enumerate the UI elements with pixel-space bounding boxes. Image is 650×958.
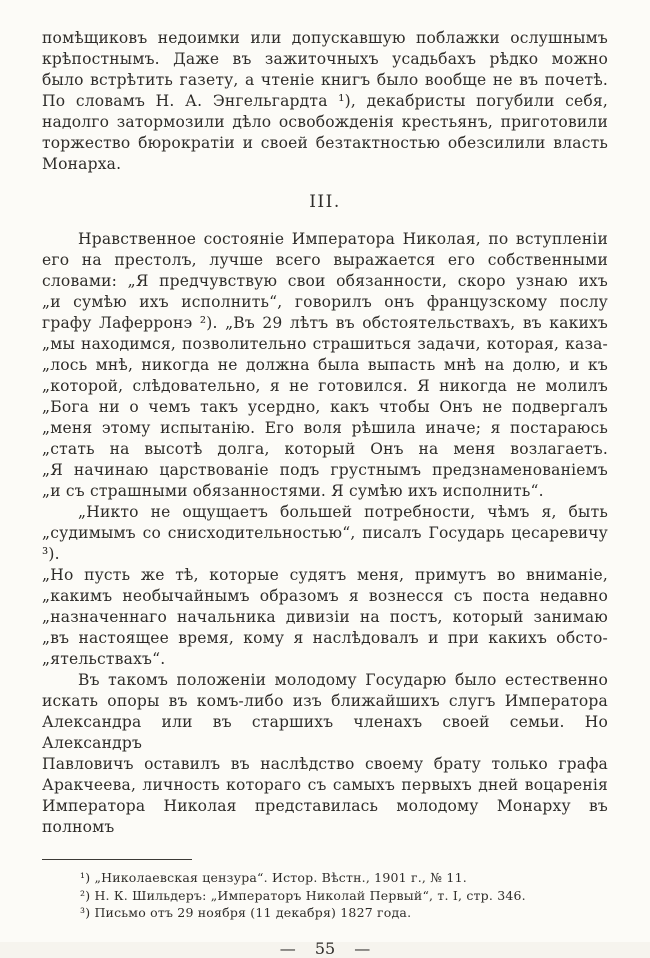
- text-line: „Бога ни о чемъ такъ усердно, какъ чтобы Онъ не подвергалъ: [42, 398, 608, 416]
- paragraph: [42, 670, 608, 838]
- page-number: — 55 —: [279, 938, 371, 958]
- text-line: „какимъ необычайнымъ образомъ я вознесся съ поста недавно: [42, 587, 608, 605]
- text-line: искать опоры въ комъ-либо изъ ближайшихъ слугъ Императора: [42, 692, 608, 710]
- text-line: „судимымъ со снисходительностью“, писалъ Государь цесаревичу ³).: [42, 524, 608, 563]
- footnote: ²) Н. К. Шильдеръ: „Императоръ Николай Первый“, т. I, стр. 346.: [80, 887, 526, 903]
- footnote: ³) Письмо отъ 29 ноября (11 декабря) 1827 года.: [80, 905, 412, 920]
- paragraph-continuation: [42, 28, 608, 175]
- text-line: „лось мнѣ, никогда не должна была выпасть мнѣ на долю, и къ: [42, 356, 608, 374]
- paragraph: [42, 502, 608, 670]
- text-line: „и сумѣю ихъ исполнить“, говорилъ онъ французскому послу: [42, 293, 608, 311]
- text-line: Въ такомъ положеніи молодому Государю было естественно: [78, 671, 608, 689]
- text-line: графу Лаферронэ ²). „Въ 29 лѣтъ въ обстоятельствахъ, въ какихъ: [42, 314, 608, 332]
- text-line: „и съ страшными обязанностями. Я сумѣю ихъ исполнить“.: [42, 482, 544, 500]
- paragraph: [42, 229, 608, 502]
- text-line: надолго затормозили дѣло освобожденія крестьянъ, приготовили: [42, 113, 608, 131]
- text-line: словами: „Я предчувствую свои обязанности, скоро узнаю ихъ: [42, 272, 608, 290]
- footnote-divider: [42, 859, 192, 860]
- text-line: крѣпостнымъ. Даже въ зажиточныхъ усадьбахъ рѣдко можно: [42, 50, 608, 68]
- text-line: Императора Николая представилась молодому Монарху въ полномъ: [42, 797, 608, 836]
- text-line: „въ настоящее время, кому я наслѣдовалъ и при какихъ обсто-: [42, 629, 608, 647]
- text-line: торжество бюрократіи и своей безтактностью обезсилили власть: [42, 134, 608, 152]
- text-line: помѣщиковъ недоимки или допускавшую поблажки ослушнымъ: [42, 29, 608, 47]
- text-line: Аракчеева, личность котораго съ самыхъ первыхъ дней воцаренія: [42, 776, 608, 794]
- footnotes: [42, 869, 608, 922]
- text-line: „меня этому испытанію. Его воля рѣшила иначе; я постараюсь: [42, 419, 608, 437]
- text-line: „ятельствахъ“.: [42, 650, 166, 668]
- text-line: Александра или въ старшихъ членахъ своей семьи. Но Александръ: [42, 713, 608, 752]
- text-line: По словамъ Н. А. Энгельгардта ¹), декабристы погубили себя,: [42, 92, 608, 110]
- text-line: его на престолъ, лучше всего выражается его собственными: [42, 251, 608, 269]
- text-line: Монарха.: [42, 155, 122, 173]
- text-line: „стать на высотѣ долга, который Онъ на меня возлагаетъ.: [42, 440, 608, 458]
- text-line: Павловичъ оставилъ въ наслѣдство своему брату только графа: [42, 755, 608, 773]
- text-line: „которой, слѣдовательно, я не готовился. Я никогда не молилъ: [42, 377, 608, 395]
- footnote: ¹) „Николаевская цензура“. Истор. Вѣстн., 1901 г., № 11.: [80, 870, 467, 885]
- text-line: было встрѣтить газету, а чтеніе книгъ было вообще не въ почетѣ.: [42, 71, 608, 89]
- text-line: Нравственное состояніе Императора Николая, по вступленіи: [78, 230, 608, 248]
- text-line: „мы находимся, позволительно страшиться задачи, которая, каза-: [42, 335, 608, 353]
- text-line: „назначеннаго начальника дивизіи на постъ, который занимаю: [42, 608, 608, 626]
- text-line: „Но пусть же тѣ, которые судятъ меня, примутъ во вниманіе,: [42, 566, 608, 584]
- text-line: „Никто не ощущаетъ большей потребности, чѣмъ я, быть: [78, 503, 608, 521]
- section-heading: III.: [309, 192, 341, 212]
- text-line: „Я начинаю царствованіе подъ грустнымъ предзнаменованіемъ: [42, 461, 608, 479]
